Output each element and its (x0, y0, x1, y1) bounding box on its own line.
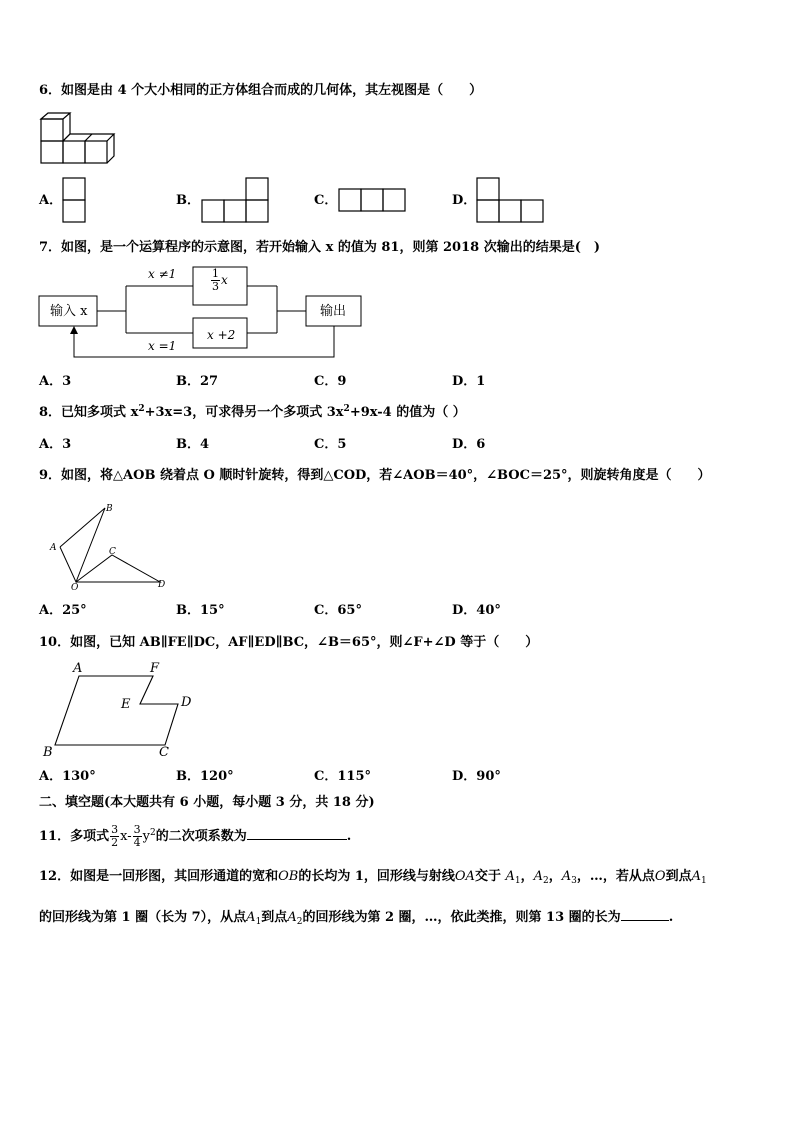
q12-text-e: 到点 (665, 869, 692, 884)
q8-stem (39, 404, 466, 422)
q6-view-d (476, 177, 544, 223)
q10-label-b: B (43, 745, 53, 760)
q11-y: y (142, 829, 150, 844)
q10-option-c[interactable]: C．115° (314, 769, 371, 784)
q10-option-d[interactable]: D．90° (452, 769, 501, 784)
q11-frac1-den: 2 (111, 836, 119, 849)
q12-a1-end: A (691, 869, 701, 884)
q9-option-c[interactable]: C．65° (314, 603, 362, 618)
q6-option-c[interactable]: C． (314, 193, 338, 208)
q10-label-e: E (121, 697, 131, 712)
q7-option-b[interactable]: B．27 (176, 374, 219, 389)
q10-label-c: C (159, 745, 169, 760)
q7-input-label: 输入 x (50, 304, 88, 319)
q9-label-c: C (109, 547, 116, 557)
q12-end: . (668, 910, 674, 925)
q12-text-a: 12．如图是一回形图，其回形通道的宽和 (39, 869, 279, 884)
q11-answer-blank[interactable] (247, 839, 347, 840)
q11-frac2-den: 4 (133, 836, 141, 849)
q6-view-c (338, 188, 406, 212)
q12-text-d: ，…，若从点 (576, 869, 655, 884)
q6-view-b (201, 177, 269, 223)
q12-text-f: 的回形线为第 1 圈（长为 7），从点 (39, 910, 247, 925)
q6-option-d[interactable]: D． (452, 193, 477, 208)
q9-option-a[interactable]: A．25° (39, 603, 87, 618)
q11-stem (39, 824, 351, 850)
q7-plus-two: x +2 (207, 328, 236, 342)
q9-label-a: A (50, 543, 57, 553)
q7-flowchart (38, 262, 368, 362)
q8-option-c[interactable]: C．5 (314, 437, 347, 452)
q9-label-d: D (158, 580, 166, 590)
q12-from-a1-sub: 1 (255, 917, 262, 927)
q6-option-a[interactable]: A． (39, 193, 63, 208)
q11-prefix: 11．多项式 (39, 829, 110, 844)
q9-stem: 9．如图，将△AOB 绕着点 O 顺时针旋转，得到△COD，若∠AOB＝40°，∠BOC＝25°，则旋转角度是（ ） (39, 468, 711, 483)
q9-label-o: O (71, 583, 79, 593)
q12-to-a2-sub: 2 (296, 917, 303, 927)
q12-ob: OB (278, 869, 299, 884)
q12-answer-blank[interactable] (621, 920, 669, 921)
q7-option-c[interactable]: C．9 (314, 374, 347, 389)
q12-a1-sub: 1 (514, 876, 521, 886)
q7-fraction-box (210, 268, 228, 293)
q12-from-a1: A (246, 910, 256, 925)
q9-label-b: B (106, 504, 113, 514)
q12-o: O (654, 869, 666, 884)
q12-text-c: 交于 (474, 869, 501, 884)
q8-option-a[interactable]: A．3 (39, 437, 72, 452)
q12-text-g: 到点 (261, 910, 288, 925)
q6-solid-figure (40, 112, 120, 166)
q12-to-a2: A (287, 910, 297, 925)
q7-output-label: 输出 (320, 304, 347, 319)
q6-stem: 6．如图是由 4 个大小相同的正方体组合而成的几何体，其左视图是（ ） (39, 83, 483, 98)
q6-view-a (62, 177, 86, 223)
q12-line-1: 12．如图是一回形图，其回形通道的宽和OB的长均为 1，回形线与射线OA交于 $A_1$，$A_2$，$A_3$，…，若从点O到点$A_1$ (39, 869, 707, 886)
q6-option-b[interactable]: B． (176, 193, 200, 208)
q7-option-d[interactable]: D．1 (452, 374, 486, 389)
q12-a3-sub: 3 (571, 876, 577, 886)
q7-condition-top: x ≠1 (148, 267, 177, 281)
q8-stem-b: +3x=3，可求得另一个多项式 3x (144, 405, 344, 420)
q12-a3: A (561, 869, 572, 884)
q7-frac-var: x (221, 273, 228, 287)
q10-option-b[interactable]: B．120° (176, 769, 234, 784)
q10-label-d: D (181, 695, 192, 710)
section-2-heading: 二、填空题(本大题共有 6 小题，每小题 3 分，共 18 分) (39, 795, 375, 810)
q7-option-a[interactable]: A．3 (39, 374, 72, 389)
q12-a2-sub: 2 (543, 876, 549, 886)
q8-stem-c: +9x-4 的值为（ ） (349, 405, 466, 420)
q8-sup-1: 2 (138, 404, 145, 414)
q10-parallelogram-figure (40, 660, 200, 760)
q12-a2: A (533, 869, 544, 884)
q11-frac2-num: 3 (133, 823, 141, 836)
q12-a1: A (505, 869, 515, 884)
q8-sup-2: 2 (343, 404, 350, 414)
q7-frac-num: 1 (212, 267, 219, 280)
q12-text-h: 的回形线为第 2 圈，…，依此类推，则第 13 圈的长为 (302, 910, 621, 925)
q10-label-f: F (150, 661, 160, 676)
q7-stem: 7．如图，是一个运算程序的示意图，若开始输入 x 的值为 81，则第 2018 次输出的结果是( ) (39, 240, 601, 255)
q11-frac1-num: 3 (111, 823, 119, 836)
q8-stem-a: 8．已知多项式 x (39, 405, 139, 420)
q10-label-a: A (73, 661, 83, 676)
q12-line-2 (39, 909, 673, 927)
q11-mid: x- (120, 829, 132, 844)
q8-option-b[interactable]: B．4 (176, 437, 210, 452)
q9-option-d[interactable]: D．40° (452, 603, 501, 618)
q10-stem: 10．如图，已知 AB∥FE∥DC，AF∥ED∥BC，∠B＝65°，则∠F+∠D 等于（ ） (39, 635, 539, 650)
q7-condition-bottom: x =1 (148, 339, 177, 353)
q11-suffix: 的二次项系数为 (155, 829, 247, 844)
q9-option-b[interactable]: B．15° (176, 603, 225, 618)
q11-y-sup: 2 (149, 828, 156, 838)
q12-oa: OA (454, 869, 475, 884)
q12-a1-end-sub: 1 (700, 876, 707, 886)
q11-end: . (346, 829, 352, 844)
q12-text-b: 的长均为 1，回形线与射线 (298, 869, 455, 884)
q8-option-d[interactable]: D．6 (452, 437, 486, 452)
q7-frac-den: 3 (212, 280, 219, 293)
q10-option-a[interactable]: A．130° (39, 769, 96, 784)
